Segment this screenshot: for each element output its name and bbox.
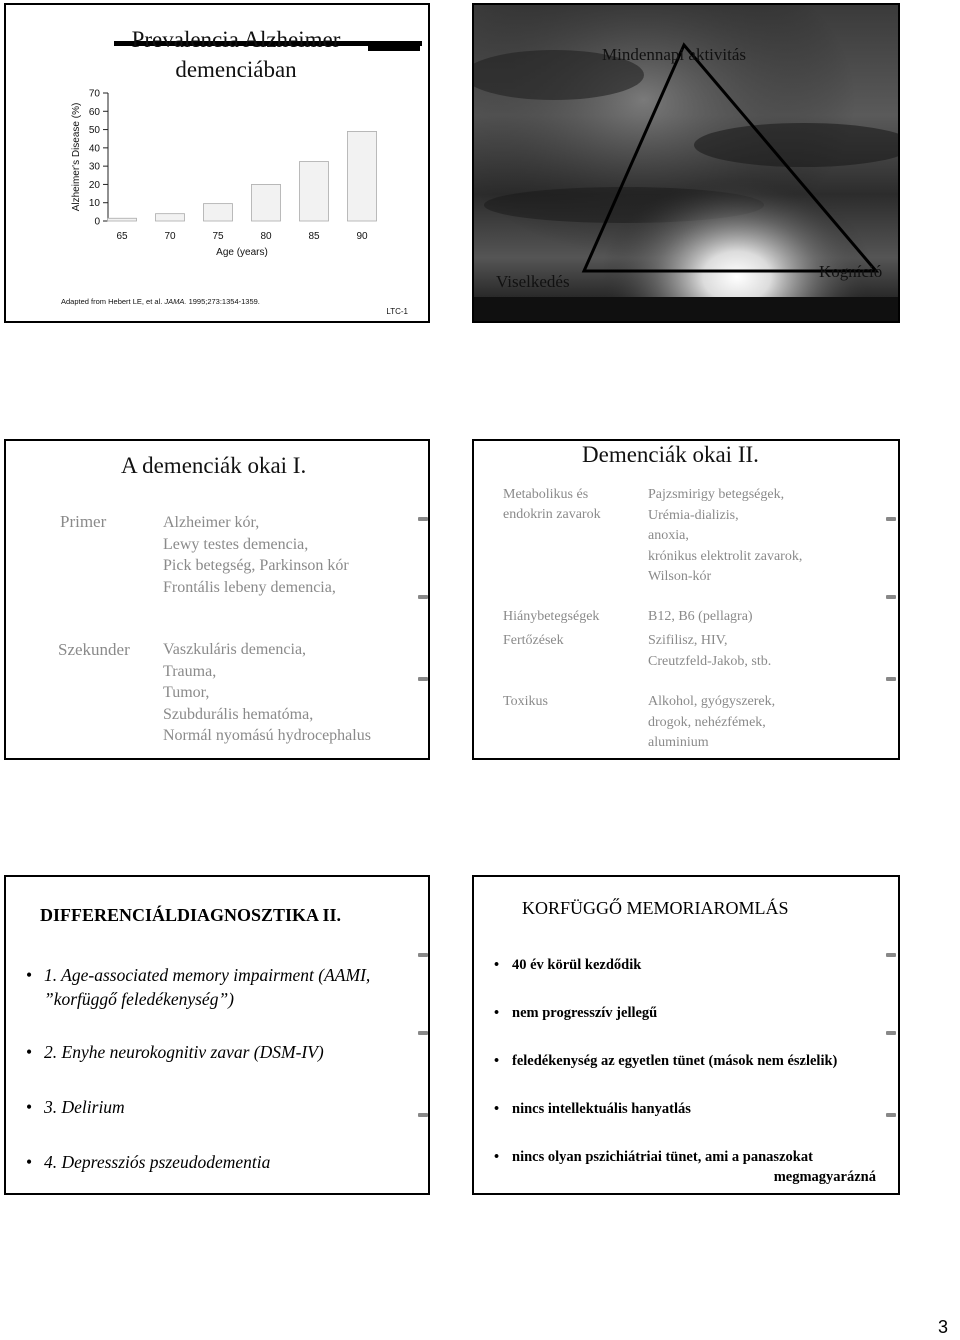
x-tick-label: 85 [308,231,320,242]
bar-80 [252,184,281,221]
cause-category-line: Toxikus [503,694,548,709]
memory-item-line [494,1051,837,1071]
label-daily-activity: Mindennapi aktivitás [602,45,747,64]
bar-85 [300,162,329,221]
primary-cause-item: Frontális lebeny demencia, [163,578,336,596]
cause-item: Pajzsmirigy betegségek, [648,487,785,502]
diagnosis-item-line [26,1150,270,1174]
x-tick-label: 75 [212,231,224,242]
cause-category [503,692,548,712]
y-tick-label: 70 [88,88,100,100]
memory-item-line [494,1003,657,1023]
cause-item: Creutzfeld-Jakob, stb. [648,653,772,669]
prevalence-bar-chart [6,5,428,321]
memory-item [494,955,641,975]
cause-item: krónikus elektrolit zavarok, [648,548,803,564]
memory-text: nem progresszív jellegű [512,1005,658,1021]
cause-item: Wilson-kór [648,569,712,584]
decoration-dash [418,677,428,681]
secondary-cause-item: Normál nyomású hydrocephalus [163,727,371,744]
decoration-dash [418,1031,428,1035]
memory-item [494,1051,837,1071]
secondary-causes-list [163,639,371,747]
x-tick-label: 80 [260,231,272,242]
bullet: • [494,1005,500,1021]
diagnosis-item [26,963,370,1011]
bullet: • [494,1053,500,1069]
y-tick-label: 10 [88,198,100,210]
label-behavior: Viselkedés [496,272,570,291]
x-axis-label: Age (years) [216,247,268,258]
y-tick-label: 60 [88,106,100,118]
cause-category [503,631,564,651]
bar-70 [156,214,185,221]
cause-category-line: endokrin zavarok [503,507,601,522]
cause-category [503,485,601,525]
slide-prevalence-chart [4,3,430,323]
diagnosis-item [26,1095,125,1119]
slide5-title: DIFFERENCIÁLDIAGNOSZTIKA II. [40,905,342,925]
cause-category-line: Metabolikus és [503,487,589,502]
cause-item: Szifilisz, HIV, [648,633,728,648]
decoration-dash [886,517,896,521]
diagnosis-item-line [26,1095,125,1119]
y-axis-label: Alzheimer's Disease (%) [71,102,82,212]
y-tick-label: 30 [88,161,100,173]
memory-item-line [494,1167,876,1187]
page-number: 3 [937,1317,948,1337]
memory-text: 40 év körül kezdődik [512,957,642,973]
primary-label: Primer [60,512,107,531]
memory-text: nincs intellektuális hanyatlás [512,1101,691,1117]
cause-category [503,607,599,627]
memory-text: nincs olyan pszichiátriai tünet, ami a panaszokat [512,1149,813,1165]
label-cognition: Kogníció [819,262,883,281]
cause-items [648,631,771,672]
diagnosis-item-line [26,963,370,987]
cause-item: Alkohol, gyógyszerek, [648,694,776,709]
diagnosis-text: 1. Age-associated memory impairment (AAMI, [44,965,371,985]
slide-code: LTC-1 [386,307,408,316]
bar-90 [348,131,377,221]
decoration-dash [418,595,428,599]
bullet: • [494,957,500,973]
cause-item: aluminium [648,735,709,750]
cause-item: drogok, nehézfémek, [648,714,766,730]
secondary-cause-item: Vaszkuláris demencia, [163,641,307,658]
cause-item: anoxia, [648,528,689,543]
decoration-dash [886,1113,896,1117]
bullet: • [494,1101,500,1117]
memory-text: feledékenység az egyetlen tünet (mások nem észlelik) [512,1053,838,1069]
diagnosis-text: 3. Delirium [44,1097,125,1117]
secondary-cause-item: Szubdurális hematóma, [163,705,314,723]
slide-triangle [472,3,900,323]
cause-item: Urémia-dializis, [648,507,739,523]
decoration-dash [418,517,428,521]
slide1-title: Prevalencia Alzheimer demenciában [131,27,341,82]
memory-item-line [494,955,641,975]
y-tick-label: 20 [88,179,100,191]
bullet: • [494,1149,500,1165]
bullet: • [26,965,33,985]
secondary-cause-item: Tumor, [163,684,210,701]
slide6-title: KORFÜGGŐ MEMORIAROMLÁS [522,898,789,918]
bullet: • [26,1097,33,1117]
cause-items [648,607,753,628]
memory-item [494,1099,691,1119]
cause-category-line: Hiánybetegségek [503,609,600,624]
memory-item [494,1003,657,1023]
diagnosis-item-line [26,987,370,1011]
primary-cause-item: Lewy testes demencia, [163,535,309,553]
memory-text: megmagyarázná [773,1169,876,1185]
decoration-dash [418,953,428,957]
memory-item-line [494,1147,876,1167]
bar-75 [204,204,233,221]
slide-age-memory [472,875,900,1195]
decoration-dash [886,953,896,957]
diagnosis-item-line [26,1040,324,1064]
bar-65 [108,218,137,221]
slide4-title: Demenciák okai II. [582,442,759,467]
decoration-dash [886,1031,896,1035]
diagnosis-text: ”korfüggő feledékenység”) [44,989,235,1009]
primary-cause-item: Pick betegség, Parkinson kór [163,557,349,574]
y-tick-label: 0 [94,216,100,228]
secondary-cause-item: Trauma, [163,662,217,680]
memory-item [494,1147,876,1187]
cause-items [648,692,775,754]
decoration-dash [886,677,896,681]
slide-differential-diagnosis [4,875,430,1195]
slide-causes-1 [4,439,430,760]
cause-items [648,485,802,588]
slide-causes-2 [472,439,900,760]
diagnosis-text: 4. Depressziós pszeudodementia [44,1152,271,1172]
y-tick-label: 40 [88,143,100,155]
source-citation: Adapted from Hebert LE, et al. JAMA. 1995;273:1354-1359. [61,297,260,306]
cause-item: B12, B6 (pellagra) [648,609,753,624]
decoration-dash [418,1113,428,1117]
cause-category-line: Fertőzések [503,633,564,648]
bullet: • [26,1042,33,1062]
diagnosis-item [26,1040,324,1064]
y-tick-label: 50 [88,125,100,137]
x-tick-label: 90 [356,231,368,242]
diagnosis-item [26,1150,270,1174]
bullet: • [26,1152,33,1172]
secondary-label: Szekunder [58,640,130,659]
diagnosis-text: 2. Enyhe neurokognitiv zavar (DSM-IV) [44,1042,324,1062]
primary-causes-list [163,512,349,598]
memory-item-line [494,1099,691,1119]
x-tick-label: 65 [116,231,128,242]
slide3-title: A demenciák okai I. [121,453,307,478]
primary-cause-item: Alzheimer kór, [163,514,260,531]
decoration-dash [886,595,896,599]
x-tick-label: 70 [164,231,176,242]
